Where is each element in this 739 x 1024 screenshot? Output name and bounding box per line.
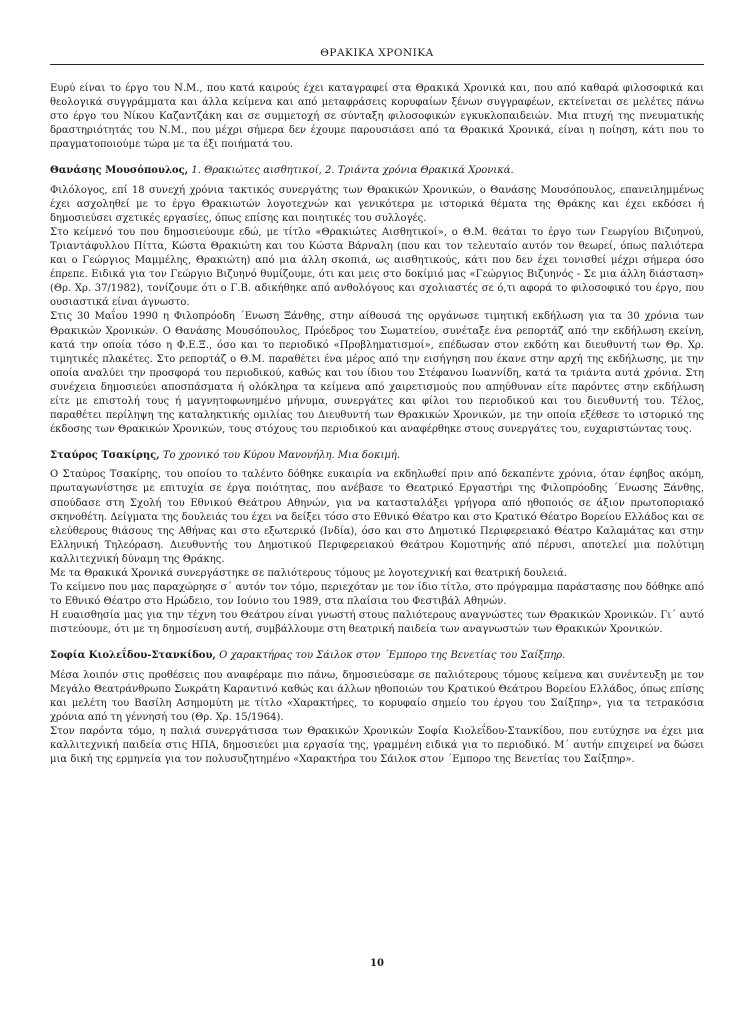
running-header: ΘΡΑΚΙΚΑ ΧΡΟΝΙΚΑ bbox=[320, 47, 434, 59]
body-paragraph: Με τα Θρακικά Χρονικά συνεργάστηκε σε παλιότερους τόμους με λογοτεχνική και θεατρική δουλειά. bbox=[50, 568, 568, 579]
section-heading bbox=[50, 164, 704, 178]
body-paragraph: Το κείμενο που μας παραχώρησε σ΄ αυτόν τον τόμο, περιεχόταν με τον ίδιο τίτλο, στο πρόγραμμα παράστασης που δόθηκε από το Εθνικό Θέατρο στο Ηρώδειο, τον Ιούνιο του 1989, στα πλαίσια του Φεστιβάλ Αθηνών. bbox=[50, 582, 704, 608]
section-author: Σταύρος Τσακίρης, bbox=[50, 450, 160, 462]
section-heading bbox=[50, 649, 704, 663]
body-paragraph: Φιλόλογος, επί 18 συνεχή χρόνια τακτικός συνεργάτης των Θρακικών Χρονικών, ο Θανάσης Μουσόπουλος, επανειλημμένως έχει ασχοληθεί με το έργο Θρακιωτών λογοτεχνών και γενικότερα με ιστορικά θέματα της Θράκης και έχει εκδόσει ή δημοσιεύσει σχετικές εργασίες, όπως επίσης και ποιητικές του συλλογές. bbox=[50, 184, 704, 224]
section-heading bbox=[50, 449, 704, 463]
header-rule bbox=[50, 64, 704, 65]
section-work-title: 1. Θρακιώτες αισθητικοί, 2. Τριάντα χρόνια Θρακικά Χρονικά. bbox=[191, 165, 514, 177]
section-mousopoulos bbox=[50, 164, 704, 437]
page-body bbox=[50, 82, 704, 767]
section-work-title: Ο χαρακτήρας του Σάιλοκ στον ΄Εμπορο της Βενετίας του Σαίξπηρ. bbox=[219, 650, 566, 662]
page-number: 10 bbox=[370, 958, 384, 969]
body-paragraph: Η ευαισθησία μας για την τέχνη του Θεάτρου είναι γνωστή στους παλιότερους αναγνώστες των Θρακικών Χρονικών. Γι΄ αυτό πιστεύουμε, ότι με τη δημοσίευση αυτή, συμβάλλουμε στη θεατρική παιδεία των αναγνωστών των Θρακικών Χρονικών. bbox=[50, 610, 704, 636]
body-paragraph: Στις 30 Μαΐου 1990 η Φιλοπρόοδη ΄Ενωση Ξάνθης, στην αίθουσά της οργάνωσε τιμητική εκδήλωση για τα 30 χρόνια των Θρακικών Χρονικών. Ο Θανάσης Μουσόπουλος, Πρόεδρος του Σωματείου, συνέταξε ένα ρεπορτάζ από την εκδήλωση εκείνη, κατά την οποία τόσο η Φ.Ε.Ξ., όσο και το περιοδικό «Προβληματισμοί», επέδωσαν στον εκδότη και διευθυντή των Θρ. Χρ. τιμητικές πλακέτες. Στο ρεπορτάζ ο Θ.Μ. παραθέτει ένα μέρος από την εισήγηση που έκανε στην αρχή της εκδήλωσης, με την οποία αναλύει την προσφορά του περιοδικού, καθώς και του ίδιου του Στέφανου Ιωαννίδη, κατά τα τριάντα αυτά χρόνια. Στη συνέχεια δημοσιεύει αποσπάσματα ή ολόκληρα τα κείμενα από χαιρετισμούς που απηύθυναν είτε παρόντες στην εκδήλωση είτε με επιστολή τους ή μαγνητοφωνημένο μήνυμα, συνεργάτες και φίλοι του περιοδικού και του διευθυντή του. Τέλος, παραθέτει περίληψη της καταληκτικής ομιλίας του Διευθυντή των Θρακικών Χρονικών, με την οποία εξέθεσε το ιστορικό της έκδοσης των Θρακικών Χρονικών, τους στόχους του περιοδικού και αναφέρθηκε στους συνεργάτες του, ευχαριστώντας τους. bbox=[50, 311, 704, 436]
body-paragraph: Στο κείμενό του που δημοσιεύουμε εδώ, με τίτλο «Θρακιώτες Αισθητικοί», ο Θ.Μ. θεάται το έργο των Γεωργίου Βιζυηνού, Τριαντάφυλλου Πίττα, Κώστα Θρακιώτη και του Κώστα Βάρναλη (που και τον τελευταίο αυτόν τον θεωρεί, όπως παλιότερα και ο Γεώργιος Μαμμέλης, Θρακιώτη) από μια άλλη σκοπιά, ως αισθητικούς, κάτι που δεν έχει τονισθεί μέχρι σήμερα όσο έπρεπε. Ειδικά για τον Γεώργιο Βιζυηνό θυμίζουμε, ότι και μεις στο δοκίμιό μας «Γεώργιος Βιζυηνός - Σε μια άλλη διάσταση» (Θρ. Χρ. 37/1982), τονίζουμε ότι ο Γ.Β. αδικήθηκε από ανθολόγους και σχολιαστές σε ό,τι αφορά το φιλοσοφικό του έργο, που ουσιαστικά είναι άγνωστο. bbox=[50, 226, 704, 309]
body-paragraph: Ο Σταύρος Τσακίρης, του οποίου το ταλέντο δόθηκε ευκαιρία να εκδηλωθεί πριν από δεκαπέντε χρόνια, όταν έφηβος ακόμη, πρωταγωνίστησε με επιτυχία σε έργα ποιότητας, που ανέβασε το Θεατρικό Εργαστήρι της Φιλοπρόοδης ΄Ενωσης Ξάνθης, σπούδασε στη Σχολή του Εθνικού Θεάτρου Αθηνών, για να κατασταλάξει γρήγορα από ηθοποιός σε άξιον πρωτοποριακό σκηνοθέτη. Δείγματα της δουλειάς του έχει να δείξει τόσο στο Εθνικό Θέατρο και στο Κρατικό Θέατρο Βορείου Ελλάδος και σε ελεύθερους θιάσους της Αθήνας και στο εξωτερικό (Ινδία), όσο και στο Δημοτικό Περιφερειακό Θέατρο Καλαμάτας και στην Ελληνική Τηλεόραση. Διευθυντής του Δημοτικού Περιφερειακού Θεάτρου Κομοτηνής από πέρυσι, αποτελεί μια πολύτιμη καλλιτεχνική δύναμη της Θράκης. bbox=[50, 469, 704, 565]
body-paragraph: Μέσα λοιπόν στις προθέσεις που αναφέραμε πιο πάνω, δημοσιεύσαμε σε παλιότερους τόμους κείμενα και συνέντευξη με τον Μεγάλο Θεατράνθρωπο Σωκράτη Καραντινό καθώς και άλλων ηθοποιών του Κρατικού Θεάτρου Βορείου Ελλάδος, όπως επίσης και μελέτη του Βασίλη Ασημομύτη με τίτλο «Χαρακτήρες, το κορυφαίο σημείο του έργου του Σαίξπηρ», για τα τετρακόσια χρόνια από τη γέννησή του (Θρ. Χρ. 15/1964). bbox=[50, 669, 704, 723]
section-author: Σοφία Κιολεΐδου-Στανκίδου, bbox=[50, 650, 216, 662]
body-paragraph: Στον παρόντα τόμο, η παλιά συνεργάτισσα των Θρακικών Χρονικών Σοφία Κιολεΐδου-Στανκίδου, που ευτύχησε να έχει μια καλλιτεχνική παιδεία στις ΗΠΑ, δημοσιεύει μια εργασία της, γραμμένη ειδικά για το περιοδικό. Μ΄ αυτήν επιχειρεί να δώσει μια δική της ερμηνεία για τον πολυσυζητημένο «Χαρακτήρα του Σάιλοκ στον ΄Εμπορο της Βενετίας του Σαίξπηρ». bbox=[50, 725, 704, 766]
section-work-title: Το χρονικό του Κύρου Μανουήλη. Μια δοκιμή. bbox=[162, 450, 401, 462]
intro-paragraph: Ευρύ είναι το έργο του Ν.Μ., που κατά καιρούς έχει καταγραφεί στα Θρακικά Χρονικά και, που από καθαρά φιλοσοφικά και θεολογικά συγγράμματα και άλλα κείμενα και από μεταφράσεις κορυφαίων ξένων συγγραφέων, εκτείνεται σε μελέτες πάνω στο έργο του Νίκου Καζαντζάκη και σε συμμετοχή σε σύνταξη φιλοσοφικών εγκυκλοπαιδειών. Μια πτυχή της πνευματικής δραστηριότητάς του Ν.Μ., που μέχρι σήμερα δεν έχουμε παρουσιάσει από τα Θρακικά Χρονικά, είναι η ποίηση, κάτι που το πραγματοποιούμε τώρα με τα έξι ποιήματά του. bbox=[50, 83, 704, 151]
section-tsakiris bbox=[50, 449, 704, 637]
section-kioleidou bbox=[50, 649, 704, 767]
section-author: Θανάσης Μουσόπουλος, bbox=[50, 165, 189, 177]
